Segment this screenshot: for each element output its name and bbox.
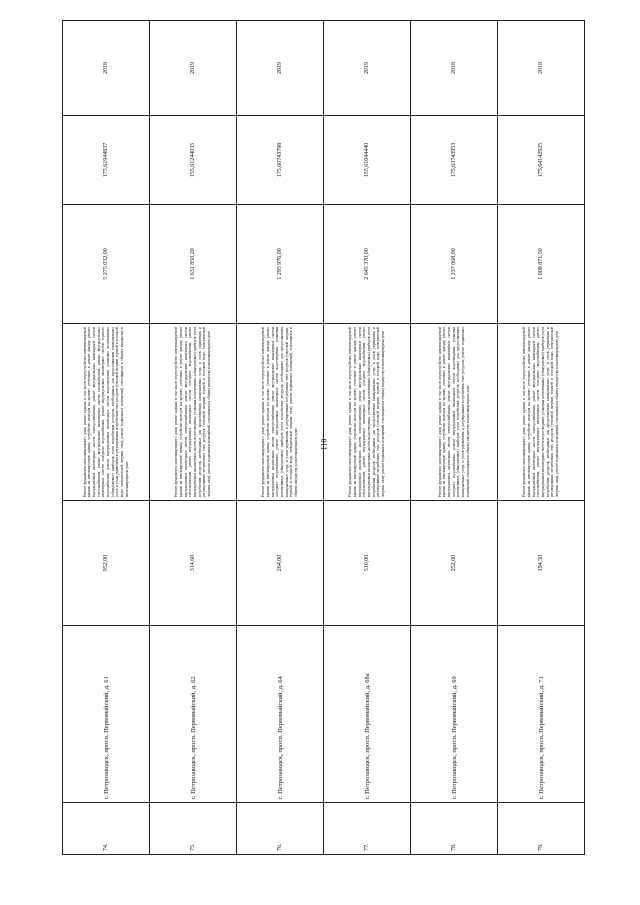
row-number: 78. xyxy=(411,803,498,855)
works-cell: Ремонт фундамента многоквартирного дома; ремонт крыши, в том числе переустройство невентилируемой крыши на вентилируемую крышу, устройство выходов на кровлю; утепление и ремонт фасада; ремонт внутридомовых инженерных систем электроснабжения, ремонт внутридомовых инженерных систем холодного водоснабжения, ремонт внутридомовых инженерных систем водоотведения, установка коллективных (общедомовых) приборов учета потребления ресурсов, необходимых для предоставления коммунальных услуг, и узлов управления и регулирования потребления этих ресурсов (тепловой энергии, горячей и холодной воды, электрической энергии, газа); ремонт подвальных помещений, относящихся к общему имуществу в многоквартирном доме xyxy=(237,324,324,501)
address-cell: г. Петрозаводск, просп. Первомайский, д. 61 xyxy=(63,626,150,803)
row-number: 75. xyxy=(150,803,237,855)
row-number: 77. xyxy=(324,803,411,855)
works-cell: Ремонт фундамента многоквартирного дома; ремонт крыши, в том числе переустройство невентилируемой крыши на вентилируемую крышу, устройство выходов на кровлю; утепление и ремонт фасада; ремонт внутридомовых инженерных систем электроснабжения, ремонт внутридомовых инженерных систем теплоснабжения, ремонт внутридомовых инженерных систем холодного водоснабжения, ремонт внутридомовых инженерных систем водоотведения, установка коллективных (общедомовых) приборов учета потребления ресурсов, необходимых для предоставления коммунальных услуг, и узлов управления и регулирования потребления этих ресурсов (тепловой энергии, горячей и холодной воды, электрической энергии, газа); ремонт подвальных помещений, относящихся к общему имуществу в многоквартирном доме xyxy=(150,324,237,501)
unit-cost-cell: 155,61044440 xyxy=(324,116,411,205)
table-row xyxy=(411,21,498,855)
area-cell: 952,00 xyxy=(63,501,150,626)
year-cell: 2019 xyxy=(237,21,324,116)
year-cell: 2019 xyxy=(150,21,237,116)
row-number: 74. xyxy=(63,803,150,855)
unit-cost-cell: 175,60743798 xyxy=(237,116,324,205)
works-cell: Ремонт фундамента многоквартирного дома; ремонт крыши, в том числе переустройство невентилируемой крыши на вентилируемую крышу, устройство выходов на кровлю; утепление и ремонт фасада; ремонт внутридомовых инженерных систем электроснабжения, ремонт внутридомовых инженерных систем теплоснабжения, ремонт внутридомовых инженерных систем газоснабжения, ремонт внутридомовых инженерных систем холодного водоснабжения, ремонт внутридомовых инженерных систем горячего водоснабжения, ремонт внутридомовых инженерных систем водоотведения, установка коллективных (общедомовых) приборов учета потребления ресурсов, необходимых для предоставления коммунальных услуг, и узлов управления и регулирования потребления этих ресурсов (тепловой энергии, горячей и холодной воды, электрической энергии, газа); ремонт подвальных помещений, относящихся к общему имуществу в многоквартирном доме xyxy=(63,324,150,501)
cost-cell: 1 631 850,20 xyxy=(150,205,237,324)
works-cell: Ремонт фундамента многоквартирного дома; ремонт крыши, в том числе переустройство невентилируемой крыши на вентилируемую крышу, устройство выходов на кровлю; утепление и ремонт фасада; ремонт внутридомовых инженерных систем электроснабжения, ремонт внутридомовых инженерных систем теплоснабжения, ремонт внутридомовых инженерных систем холодного водоснабжения, ремонт внутридомовых инженерных систем водоотведения, установка коллективных (общедомовых) приборов учета потребления ресурсов, необходимых для предоставления коммунальных услуг, и узлов управления и регулирования потребления этих ресурсов (тепловой энергии, горячей и холодной воды, электрической энергии, газа); ремонт подвальных помещений, относящихся к общему имуществу в многоквартирном доме xyxy=(324,324,411,501)
table-row xyxy=(150,21,237,855)
cost-cell: 1 008 871,50 xyxy=(498,205,585,324)
address-cell: г. Петрозаводск, просп. Первомайский, д. 69 xyxy=(411,626,498,803)
address-cell: г. Петрозаводск, просп. Первомайский, д. 64 xyxy=(237,626,324,803)
area-cell: 194,50 xyxy=(498,501,585,626)
cost-cell: 1 237 068,00 xyxy=(411,205,498,324)
cost-cell: 1 295 976,00 xyxy=(237,205,324,324)
cost-cell: 2 645 370,00 xyxy=(324,205,411,324)
unit-cost-cell: 175,63743953 xyxy=(411,116,498,205)
year-cell: 2018 xyxy=(63,21,150,116)
unit-cost-cell: 155,61244035 xyxy=(150,116,237,205)
capital-repair-table xyxy=(62,20,585,855)
row-number: 79. xyxy=(498,803,585,855)
address-cell: г. Петрозаводск, просп. Первомайский, д. 68а xyxy=(324,626,411,803)
unit-cost-cell: 175,61944837 xyxy=(63,116,150,205)
year-cell: 2018 xyxy=(498,21,585,116)
unit-cost-cell: 175,64142925 xyxy=(498,116,585,205)
table-row xyxy=(63,21,150,855)
works-cell: Ремонт фундамента многоквартирного дома; ремонт крыши, в том числе переустройство невентилируемой крыши на вентилируемую крышу, устройство выходов на кровлю; утепление и ремонт фасада; ремонт внутридомовых инженерных систем электроснабжения, ремонт внутридомовых инженерных систем холодного водоснабжения, ремонт внутридомовых инженерных систем водоотведения, установка коллективных (общедомовых) приборов учета потребления ресурсов, необходимых для предоставления коммунальных услуг, и узлов управления и регулирования потребления этих ресурсов; ремонт подвальных помещений, относящихся к общему имуществу в многоквартирном доме xyxy=(411,324,498,501)
area-cell: 510,00 xyxy=(324,501,411,626)
area-cell: 252,00 xyxy=(411,501,498,626)
area-cell: 264,00 xyxy=(237,501,324,626)
table-row xyxy=(237,21,324,855)
rotated-table-container xyxy=(62,62,585,855)
row-number: 76. xyxy=(237,803,324,855)
year-cell: 2018 xyxy=(411,21,498,116)
works-cell: Ремонт фундамента многоквартирного дома; ремонт крыши, в том числе переустройство невентилируемой крыши на вентилируемую крышу, устройство выходов на кровлю; утепление и ремонт фасада; ремонт внутридомовых инженерных систем электроснабжения, ремонт внутридомовых инженерных систем теплоснабжения, ремонт внутридомовых инженерных систем холодного водоснабжения, ремонт внутридомовых инженерных систем водоотведения, установка коллективных (общедомовых) приборов учета потребления ресурсов, необходимых для предоставления коммунальных услуг, и узлов управления и регулирования потребления этих ресурсов (тепловой энергии, горячей и холодной воды, электрической энергии, газа); ремонт подвальных помещений, относящихся к общему имуществу в многоквартирном доме xyxy=(498,324,585,501)
cost-cell: 5 275 032,00 xyxy=(63,205,150,324)
page-number: 110 xyxy=(319,438,329,451)
area-cell: 314,60 xyxy=(150,501,237,626)
address-cell: г. Петрозаводск, просп. Первомайский, д. 62 xyxy=(150,626,237,803)
table-row xyxy=(324,21,411,855)
table-row xyxy=(498,21,585,855)
year-cell: 2019 xyxy=(324,21,411,116)
address-cell: г. Петрозаводск, просп. Первомайский, д. 71 xyxy=(498,626,585,803)
